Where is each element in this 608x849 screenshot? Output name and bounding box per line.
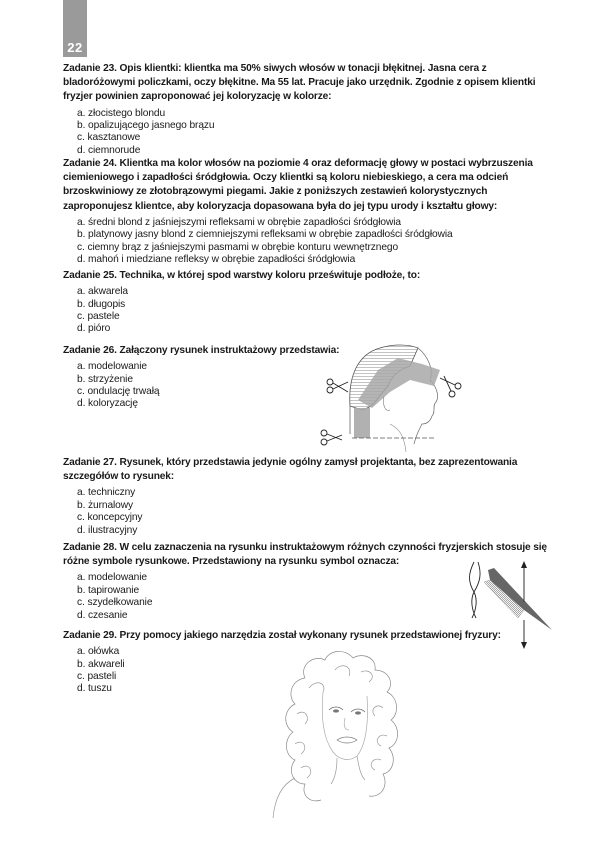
option-d: d. tuszu [77, 683, 112, 695]
option-a: a. złocistego blondu [77, 107, 166, 119]
option-c: c. ciemny brąz z jaśniejszymi pasmami w obrębie konturu wewnętrznego [77, 241, 399, 253]
page-number: 22 [67, 40, 83, 55]
options-list [63, 108, 553, 158]
option-b: b. akwareli [77, 658, 125, 670]
option-c: c. kasztanowe [77, 132, 141, 144]
task-question: Zadanie 29. Przy pomocy jakiego narzędzia został wykonany rysunek przedstawionej fryzury: [63, 630, 501, 641]
head-profile-cutting-diagram [318, 336, 468, 454]
task-27 [63, 456, 553, 537]
option-c: c. szydełkowanie [77, 597, 153, 609]
option-b: b. platynowy jasny blond z ciemniejszymi refleksami w obrębie zapadłości śródgłowia [77, 229, 453, 241]
option-a: a. modelowanie [77, 572, 147, 584]
option-c: c. ondulację trwałą [77, 386, 160, 398]
option-a: a. ołówka [77, 646, 120, 658]
options-list [63, 361, 553, 411]
task-24 [63, 157, 553, 266]
option-b: b. tapirowanie [77, 584, 140, 596]
option-b: b. długopis [77, 298, 126, 310]
task-23 [63, 62, 553, 157]
scissors-icon [327, 379, 348, 393]
task-26 [63, 344, 553, 411]
option-c: c. pastele [77, 311, 120, 323]
page-number-tab [63, 0, 87, 57]
options-list [63, 487, 553, 537]
task-question: Zadanie 23. Opis klientki: klientka ma 50% siwych włosów w tonacji błękitnej. Jasna cera z bladoróżowymi policzkami, oczy błękitne. Ma 55 lat. Pracuje jako urzędnik. Zgodnie z opisem klientki fryzjer powinien zaproponować jej koloryzację w kolorze: [63, 63, 536, 103]
option-a: a. modelowanie [77, 361, 147, 373]
task-question: Zadanie 24. Klientka ma kolor włosów na poziomie 4 oraz deformację głowy w postaci wybrzuszenia ciemieniowego i zapadłości śródgłowia. Oczy klientki są koloru niebieskiego, a cera ma odcień brzoskwiniowy ze złotobrązowymi piegami. Jakie z poniższych zestawień kolorystycznych zaproponujesz klientce, aby koloryzacja dopasowana była do jej typu urody i kształtu głowy: [63, 158, 533, 212]
option-b: b. opalizującego jasnego brązu [77, 120, 215, 132]
option-a: a. średni blond z jaśniejszymi refleksami w obrębie zapadłości śródgłowia [77, 216, 401, 228]
task-question: Zadanie 27. Rysunek, który przedstawia jedynie ogólny zamysł projektanta, bez zaprezentowania szczegółów to rysunek: [63, 457, 518, 483]
option-b: b. żurnalowy [77, 499, 133, 511]
option-d: d. czesanie [77, 609, 128, 621]
task-question: Zadanie 28. W celu zaznaczenia na rysunku instruktażowym różnych czynności fryzjerskich stosuje się różne symbole rysunkowe. Przedstawiony na rysunku symbol oznacza: [63, 542, 547, 568]
option-d: d. mahoń i miedziane refleksy w obrębie zapadłości śródgłowia [77, 254, 356, 266]
option-b: b. strzyżenie [77, 373, 133, 385]
task-25 [63, 269, 553, 336]
options-list [63, 217, 553, 267]
scissors-icon [321, 430, 342, 445]
options-list [63, 286, 553, 336]
option-d: d. pióro [77, 323, 111, 335]
task-question: Zadanie 25. Technika, w której spod warstwy koloru prześwituje podłoże, to: [63, 270, 421, 281]
option-a: a. akwarela [77, 286, 128, 298]
task-question: Zadanie 26. Załączony rysunek instruktażowy przedstawia: [63, 345, 340, 356]
option-d: d. ilustracyjny [77, 524, 138, 536]
option-a: a. techniczny [77, 487, 136, 499]
option-d: d. ciemnorude [77, 144, 141, 156]
option-c: c. pasteli [77, 671, 117, 683]
option-c: c. koncepcyjny [77, 512, 143, 524]
option-d: d. koloryzację [77, 398, 138, 410]
curly-hair-portrait-sketch [265, 648, 425, 818]
scissors-icon [440, 376, 461, 397]
